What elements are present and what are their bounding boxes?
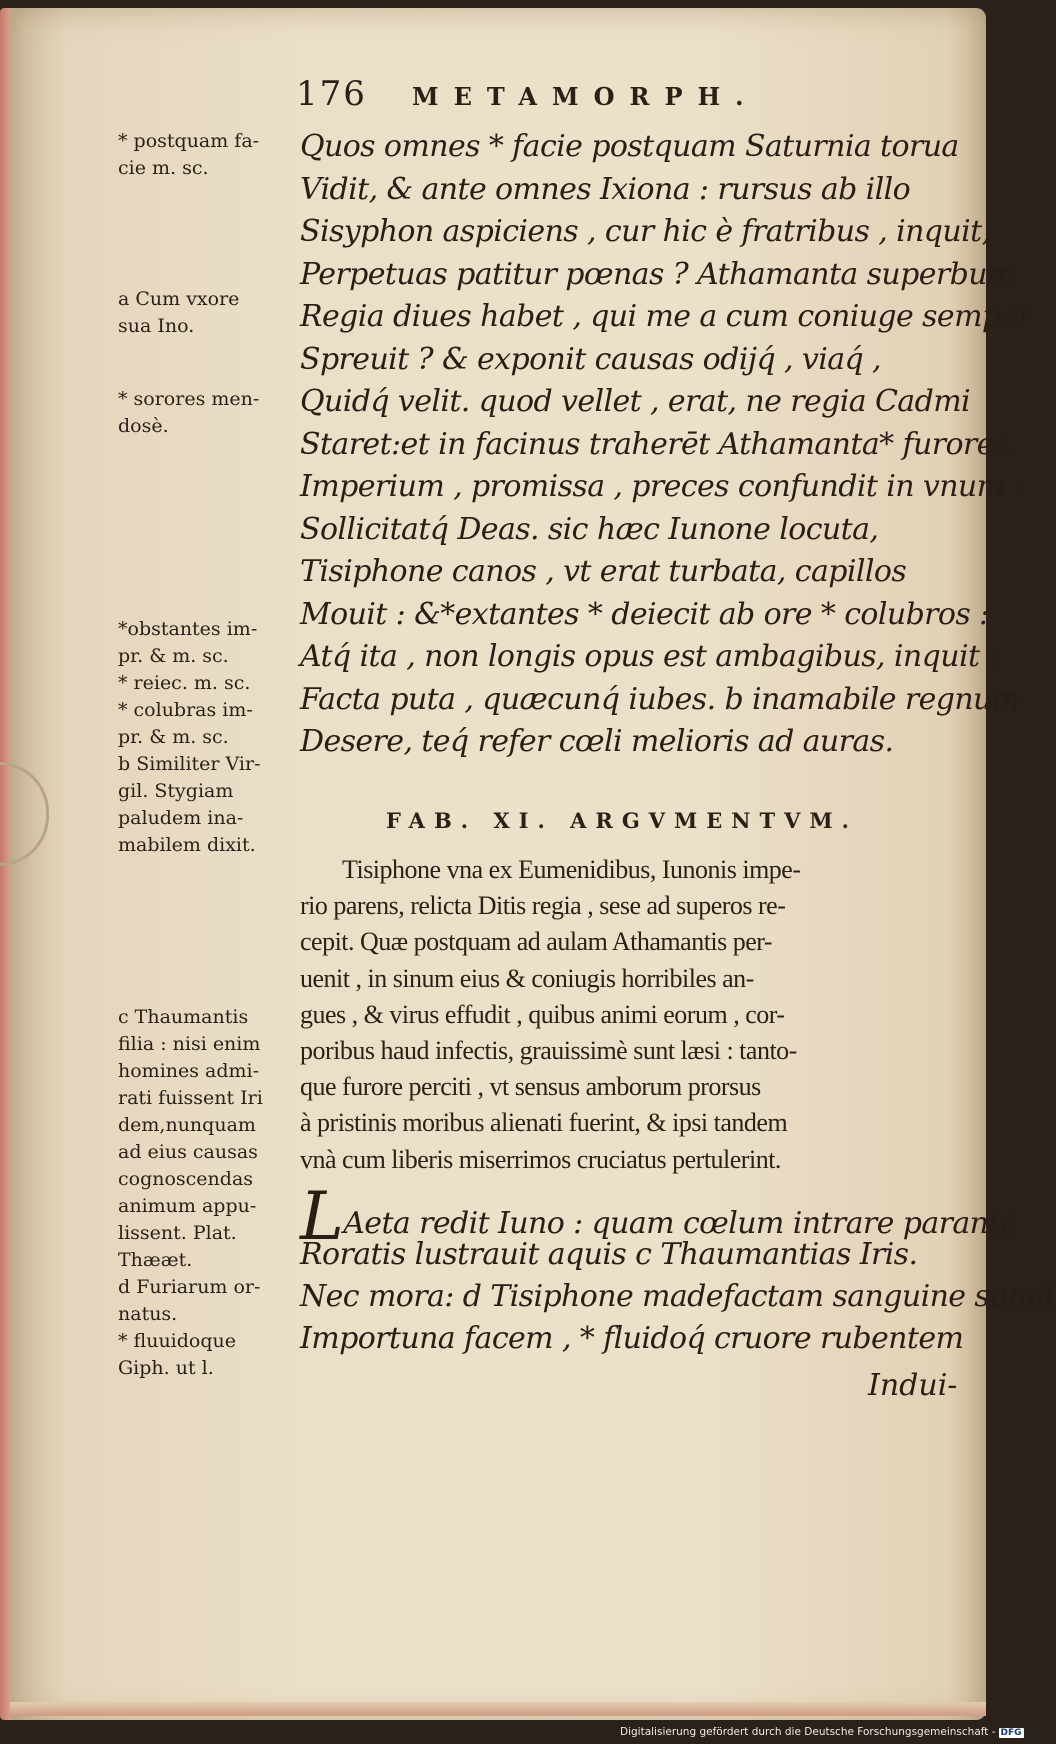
- argument-line: que furore perciti , vt sensus amborum prorsus: [300, 1072, 761, 1102]
- argument-line: rio parens, relicta Ditis regia , sese ad superos re-: [300, 891, 786, 921]
- verse-line: Sollicitatq́ Deas. sic hæc Iunone locuta,: [300, 511, 879, 547]
- verse-block: [300, 126, 1032, 764]
- dfg-logo: DFG: [1000, 1728, 1022, 1738]
- margin-note: *obstantes im- pr. & m. sc. * reiec. m. sc. * colubras im- pr. & m. sc. b Similiter Vir- gil. Stygiam paludem ina- mabilem dixit.: [118, 618, 261, 856]
- argument-line: à pristinis moribus alienati fuerint, & ipsi tandem: [300, 1108, 788, 1138]
- verse-line: Quidq́ velit. quod vellet , erat, ne regia Cadmi: [300, 384, 971, 419]
- fable-title: FAB. XI. ARGVMENTVM.: [386, 808, 858, 833]
- verse-line: Mouit : &*extantes * deiecit ab ore * colubros :: [300, 596, 989, 632]
- verse-line: Vidit, & ante omnes Ixiona : rursus ab illo: [300, 171, 911, 207]
- verse-line: Atq́ ita , non longis opus est ambagibus, inquit :: [300, 639, 998, 674]
- footer-text: Digitalisierung gefördert durch die Deutsche Forschungsgemeinschaft -: [620, 1726, 996, 1738]
- verse-line: Perpetuas patitur pœnas ? Athamanta superbum: [300, 256, 1015, 292]
- page-number: 176: [296, 74, 367, 114]
- margin-note: * sorores men- dosè.: [118, 388, 260, 437]
- argument-line: poribus haud infectis, grauissimè sunt læsi : tanto-: [300, 1035, 797, 1065]
- running-title: METAMORPH.: [412, 82, 759, 111]
- argument-line: cepit. Quæ postquam ad aulam Athamantis per-: [300, 927, 773, 957]
- verse-line: Roratis lustrauit aquis c Thaumantias Iris.: [300, 1237, 918, 1272]
- digitization-footer: [620, 1726, 1022, 1738]
- margin-note: * postquam fa- cie m. sc.: [118, 130, 260, 179]
- verse-line: Importuna facem , * fluidoq́ cruore rubentem: [300, 1321, 964, 1356]
- page-edge-bottom: [10, 1702, 986, 1716]
- argument-block: [300, 852, 970, 1178]
- verse-line: Desere, teq́ refer cœli melioris ad auras.: [300, 724, 894, 759]
- verse-line: Staret:et in facinus traherēt Athamanta* furores.: [300, 426, 1018, 462]
- verse-line: Regia diues habet , qui me a cum coniuge semper: [300, 299, 1032, 334]
- verse-line: Sisyphon aspiciens , cur hic è fratribus , inquit,: [300, 214, 991, 249]
- verse-line: Tisiphone canos , vt erat turbata, capillos: [300, 554, 907, 589]
- drop-capital: L: [300, 1178, 344, 1255]
- catchword: Indui-: [868, 1368, 958, 1403]
- verse-line: Facta puta , quæcunq́ iubes. b inamabile regnum: [300, 681, 1020, 717]
- margin-note: c Thaumantis filia : nisi enim homines admi- rati fuissent Iri dem,nunquam ad eius causas cognoscendas animum appu- lissent. Plat. Thææt. d Furiarum or- natus. * fluuidoque Giph. ut l.: [118, 1006, 263, 1379]
- verse-line: Nec mora: d Tisiphone madefactam sanguine sumit: [300, 1279, 1056, 1314]
- margin-note: a Cum vxore sua Ino.: [118, 288, 240, 337]
- verse-line-rest: Aeta redit Iuno : quam cœlum intrare parantē: [343, 1206, 1017, 1241]
- verse-line: Spreuit ? & exponit causas odijq́ , viaq́ ,: [300, 341, 881, 377]
- argument-line: Tisiphone vna ex Eumenidibus, Iunonis impe-: [342, 855, 801, 884]
- page-header: [296, 74, 876, 120]
- verse-block-2: [300, 1178, 1056, 1360]
- argument-line: vnà cum liberis miserrimos cruciatus pertulerint.: [300, 1144, 781, 1174]
- verse-line: Imperium , promissa , preces confundit in vnum :: [300, 469, 1023, 504]
- argument-line: gues , & virus effudit , quibus animi eorum , cor-: [300, 999, 785, 1029]
- verse-line: Quos omnes * facie postquam Saturnia torua: [300, 129, 959, 164]
- argument-line: uenit , in sinum eius & coniugis horribiles an-: [300, 963, 754, 993]
